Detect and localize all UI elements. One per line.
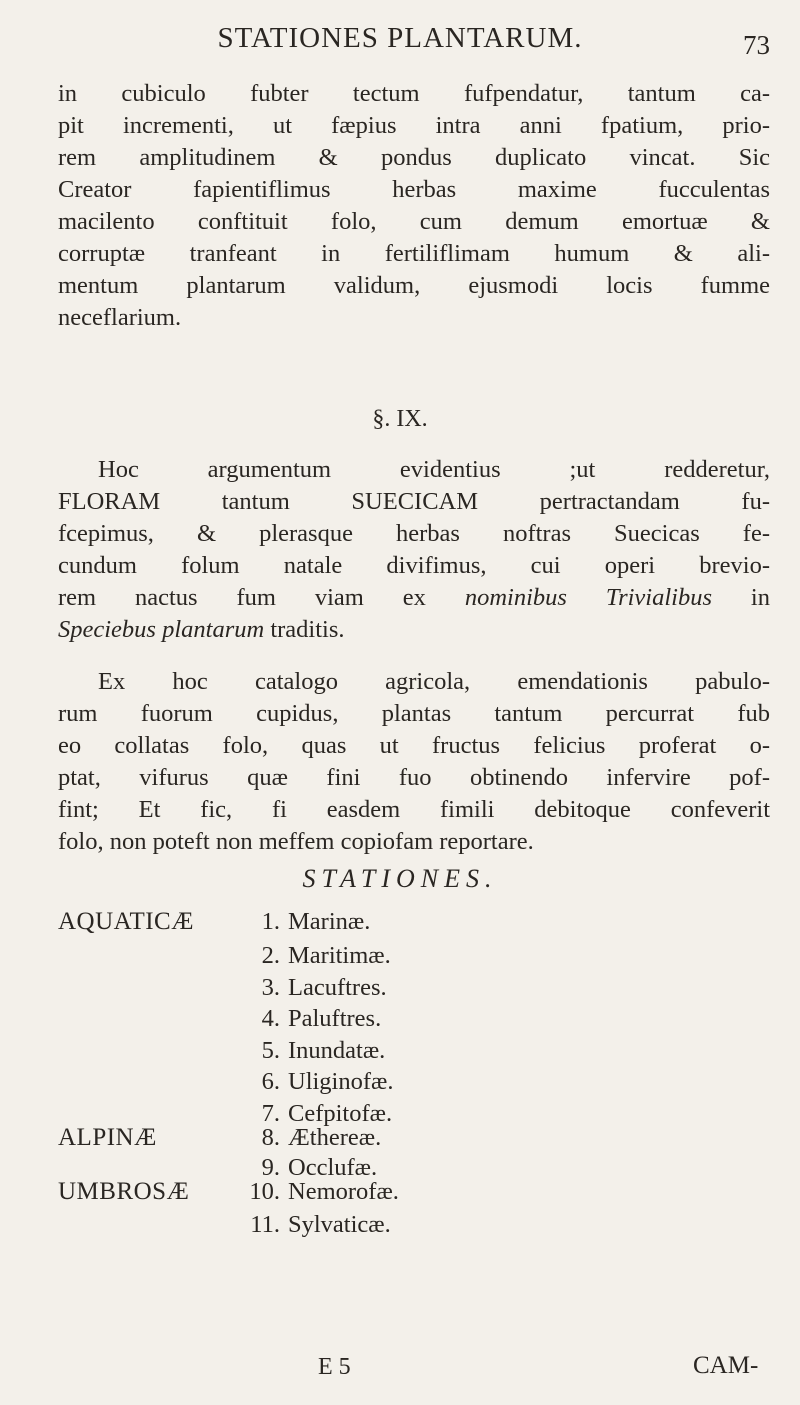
item-name: Occlufæ. bbox=[288, 1154, 378, 1181]
item-number: 4. bbox=[261, 1005, 280, 1032]
text-line: corruptæ tranfeant in fertiliflimam humum & ali- bbox=[58, 240, 770, 267]
text-line: cundum folum natale divifimus, cui operi brevio- bbox=[58, 552, 770, 579]
text-line-mixed bbox=[58, 582, 770, 614]
text-run: in bbox=[712, 584, 770, 611]
text-line: fint; Et fic, fi easdem fimili debitoque confeverit bbox=[58, 796, 770, 823]
list-item bbox=[246, 1068, 394, 1096]
stationes-heading: STATIONES. bbox=[302, 864, 498, 893]
list-item bbox=[246, 1178, 399, 1206]
list-item bbox=[246, 1005, 381, 1033]
group-label-umbrosae: UMBROSÆ bbox=[58, 1178, 190, 1205]
paragraph-1 bbox=[58, 78, 770, 334]
text-line: rum fuorum cupidus, plantas tantum percurrat fub bbox=[58, 700, 770, 727]
list-item bbox=[246, 908, 370, 936]
paragraph-3 bbox=[58, 666, 770, 858]
text-line: pit incrementi, ut fæpius intra anni fpatium, prio- bbox=[58, 112, 770, 139]
running-head: STATIONES PLANTARUM. bbox=[217, 22, 583, 54]
list-item bbox=[246, 942, 391, 970]
signature-mark: E 5 bbox=[318, 1354, 351, 1380]
item-number: 1. bbox=[261, 908, 280, 935]
item-number: 2. bbox=[261, 942, 280, 969]
group-label-aquaticae: AQUATICÆ bbox=[58, 908, 194, 935]
item-name: Nemorofæ. bbox=[288, 1178, 399, 1205]
item-name: Paluftres. bbox=[288, 1005, 382, 1032]
item-name: Uliginofæ. bbox=[288, 1068, 394, 1095]
section-heading: §. IX. bbox=[372, 406, 428, 432]
text-line: mentum plantarum validum, ejusmodi locis fumme bbox=[58, 272, 770, 299]
item-number: 10. bbox=[249, 1178, 280, 1205]
page-number: 73 bbox=[743, 30, 770, 60]
text-line: ptat, vifurus quæ fini fuo obtinendo infervire pof- bbox=[58, 764, 770, 791]
item-number: 9. bbox=[261, 1154, 280, 1181]
text-line: in cubiculo fubter tectum fufpendatur, tantum ca- bbox=[58, 80, 770, 107]
text-line: rem amplitudinem & pondus duplicato vincat. Sic bbox=[58, 144, 770, 171]
text-run: rem nactus fum viam ex bbox=[58, 584, 465, 611]
catchword: CAM- bbox=[693, 1352, 759, 1379]
list-item bbox=[246, 974, 387, 1002]
item-name: Sylvaticæ. bbox=[288, 1211, 391, 1238]
group-label-alpinae: ALPINÆ bbox=[58, 1124, 157, 1151]
item-number: 3. bbox=[261, 974, 280, 1001]
item-number: 7. bbox=[261, 1100, 280, 1127]
item-name: Lacuftres. bbox=[288, 974, 387, 1001]
text-line: folo, non poteft non meffem copiofam reportare. bbox=[58, 828, 534, 855]
list-item bbox=[246, 1037, 385, 1065]
italic-phrase: nominibus Trivialibus bbox=[464, 584, 713, 611]
text-line: fcepimus, & plerasque herbas noftras Suecicas fe- bbox=[58, 520, 770, 547]
paragraph-2 bbox=[58, 454, 770, 646]
text-line: eo collatas folo, quas ut fructus felicius proferat o- bbox=[58, 732, 770, 759]
text-line-mixed bbox=[58, 614, 770, 646]
list-item bbox=[246, 1211, 391, 1239]
italic-phrase: Speciebus plantarum bbox=[58, 616, 265, 643]
item-number: 8. bbox=[261, 1124, 280, 1151]
item-number: 6. bbox=[261, 1068, 280, 1095]
item-name: Maritimæ. bbox=[288, 942, 391, 969]
text-line: macilento conftituit folo, cum demum emortuæ & bbox=[58, 208, 770, 235]
text-line: neceflarium. bbox=[58, 304, 182, 331]
item-name: Æthereæ. bbox=[288, 1124, 382, 1151]
text-line: Creator fapientiflimus herbas maxime fucculentas bbox=[58, 176, 770, 203]
list-item bbox=[246, 1124, 381, 1152]
text-line: Ex hoc catalogo agricola, emendationis pabulo- bbox=[98, 668, 770, 695]
item-name: Inundatæ. bbox=[288, 1037, 386, 1064]
text-line: FLORAM tantum SUECICAM pertractandam fu- bbox=[58, 488, 770, 515]
item-name: Marinæ. bbox=[288, 908, 371, 935]
item-number: 11. bbox=[250, 1211, 280, 1238]
item-number: 5. bbox=[261, 1037, 280, 1064]
item-name: Cefpitofæ. bbox=[288, 1100, 393, 1127]
text-run: traditis. bbox=[264, 616, 345, 643]
text-line: Hoc argumentum evidentius ;ut redderetur, bbox=[98, 456, 770, 483]
